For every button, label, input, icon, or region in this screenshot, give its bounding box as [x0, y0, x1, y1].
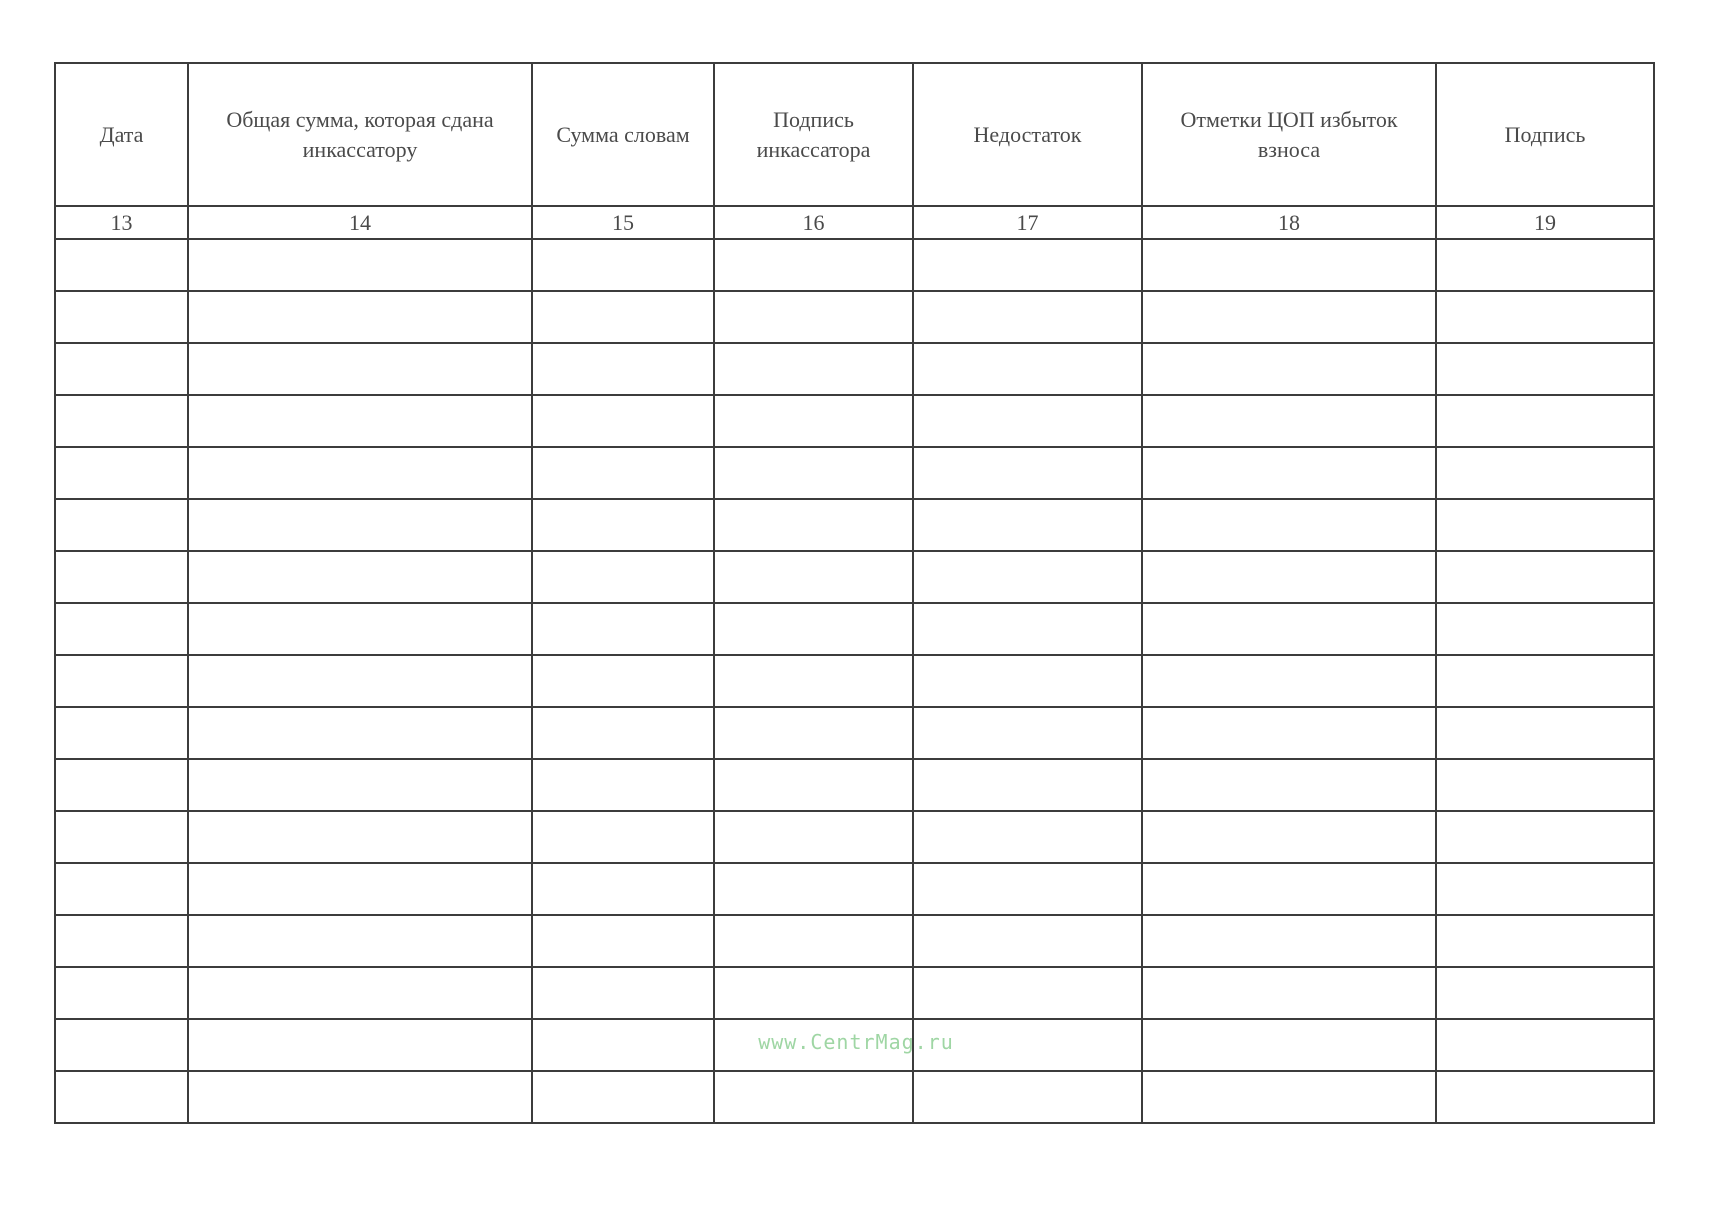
blank-cell[interactable] — [55, 655, 188, 707]
blank-cell[interactable] — [532, 603, 714, 655]
blank-cell[interactable] — [532, 291, 714, 343]
blank-cell[interactable] — [55, 291, 188, 343]
blank-cell[interactable] — [1436, 603, 1654, 655]
blank-cell[interactable] — [188, 551, 532, 603]
blank-cell[interactable] — [714, 395, 913, 447]
table-row — [55, 811, 1654, 863]
blank-cell[interactable] — [913, 863, 1142, 915]
blank-cell[interactable] — [913, 811, 1142, 863]
blank-cell[interactable] — [532, 239, 714, 291]
blank-cell[interactable] — [1436, 1071, 1654, 1123]
blank-cell[interactable] — [1436, 291, 1654, 343]
blank-cell[interactable] — [714, 811, 913, 863]
blank-cell[interactable] — [1436, 915, 1654, 967]
blank-cell[interactable] — [188, 1071, 532, 1123]
column-number-row — [55, 206, 1654, 239]
blank-cell[interactable] — [1436, 707, 1654, 759]
blank-cell[interactable] — [913, 655, 1142, 707]
table-row — [55, 499, 1654, 551]
table-row — [55, 759, 1654, 811]
table-row — [55, 603, 1654, 655]
blank-cell[interactable] — [532, 707, 714, 759]
blank-cell[interactable] — [55, 551, 188, 603]
blank-cell[interactable] — [188, 239, 532, 291]
blank-cell[interactable] — [188, 291, 532, 343]
table-row — [55, 239, 1654, 291]
blank-cell[interactable] — [532, 915, 714, 967]
table-row — [55, 915, 1654, 967]
blank-cell[interactable] — [1436, 551, 1654, 603]
header-date: Дата — [55, 63, 188, 206]
blank-cell[interactable] — [1436, 447, 1654, 499]
blank-cell[interactable] — [913, 551, 1142, 603]
blank-cell[interactable] — [1436, 655, 1654, 707]
blank-cell[interactable] — [913, 447, 1142, 499]
header-row — [55, 63, 1654, 206]
blank-cell[interactable] — [55, 759, 188, 811]
table-row — [55, 707, 1654, 759]
header-cop-marks: Отметки ЦОП избыток взноса — [1142, 63, 1436, 206]
table-row — [55, 395, 1654, 447]
header-total-amount: Общая сумма, которая сдана инкассатору — [188, 63, 532, 206]
header-collector-signature: Подпись инкассатора — [714, 63, 913, 206]
blank-cell[interactable] — [55, 707, 188, 759]
blank-cell[interactable] — [913, 759, 1142, 811]
blank-cell[interactable] — [188, 499, 532, 551]
blank-cell[interactable] — [1436, 967, 1654, 1019]
blank-cell[interactable] — [188, 759, 532, 811]
column-number: 18 — [1142, 206, 1436, 239]
blank-cell[interactable] — [532, 967, 714, 1019]
table-row — [55, 1071, 1654, 1123]
blank-cell[interactable] — [55, 395, 188, 447]
blank-cell[interactable] — [1142, 499, 1436, 551]
register-table — [54, 62, 1655, 1124]
blank-cell[interactable] — [714, 343, 913, 395]
blank-cell[interactable] — [188, 447, 532, 499]
blank-cell[interactable] — [913, 395, 1142, 447]
blank-cell[interactable] — [913, 499, 1142, 551]
blank-cell[interactable] — [188, 395, 532, 447]
table-row — [55, 967, 1654, 1019]
blank-cell[interactable] — [1142, 915, 1436, 967]
column-number: 19 — [1436, 206, 1654, 239]
header-shortage: Недостаток — [913, 63, 1142, 206]
blank-cell[interactable] — [1436, 395, 1654, 447]
blank-cell[interactable] — [1142, 1071, 1436, 1123]
column-number: 16 — [714, 206, 913, 239]
blank-cell[interactable] — [1436, 499, 1654, 551]
blank-cell[interactable] — [55, 967, 188, 1019]
blank-cell[interactable] — [714, 967, 913, 1019]
header-signature: Подпись — [1436, 63, 1654, 206]
blank-cell[interactable] — [532, 863, 714, 915]
blank-cell[interactable] — [532, 655, 714, 707]
blank-cell[interactable] — [532, 343, 714, 395]
blank-cell[interactable] — [188, 707, 532, 759]
column-number: 13 — [55, 206, 188, 239]
column-number: 14 — [188, 206, 532, 239]
blank-cell[interactable] — [55, 499, 188, 551]
blank-cell[interactable] — [913, 603, 1142, 655]
blank-cell[interactable] — [1436, 239, 1654, 291]
blank-cell[interactable] — [55, 447, 188, 499]
table-row — [55, 343, 1654, 395]
blank-cell[interactable] — [55, 343, 188, 395]
blank-cell[interactable] — [1436, 863, 1654, 915]
blank-cell[interactable] — [1142, 291, 1436, 343]
blank-cell[interactable] — [1142, 551, 1436, 603]
blank-cell[interactable] — [1142, 447, 1436, 499]
blank-cell[interactable] — [188, 863, 532, 915]
blank-cell[interactable] — [1142, 655, 1436, 707]
blank-cell[interactable] — [714, 915, 913, 967]
blank-cell[interactable] — [913, 291, 1142, 343]
blank-cell[interactable] — [913, 967, 1142, 1019]
blank-cell[interactable] — [532, 811, 714, 863]
blank-cell[interactable] — [714, 707, 913, 759]
blank-cell[interactable] — [55, 811, 188, 863]
column-number: 17 — [913, 206, 1142, 239]
blank-cell[interactable] — [1436, 811, 1654, 863]
blank-cell[interactable] — [532, 447, 714, 499]
blank-cell[interactable] — [714, 291, 913, 343]
blank-cell[interactable] — [1142, 811, 1436, 863]
blank-cell[interactable] — [532, 1071, 714, 1123]
blank-cell[interactable] — [714, 239, 913, 291]
blank-cell[interactable] — [1142, 343, 1436, 395]
table-row — [55, 863, 1654, 915]
blank-cell[interactable] — [714, 1071, 913, 1123]
blank-cell[interactable] — [1142, 863, 1436, 915]
blank-cell[interactable] — [913, 1071, 1142, 1123]
blank-cell[interactable] — [714, 551, 913, 603]
blank-cell[interactable] — [714, 603, 913, 655]
blank-cell[interactable] — [714, 759, 913, 811]
column-number: 15 — [532, 206, 714, 239]
blank-cell[interactable] — [714, 655, 913, 707]
blank-cell[interactable] — [188, 343, 532, 395]
table-row — [55, 551, 1654, 603]
blank-cell[interactable] — [714, 499, 913, 551]
blank-cell[interactable] — [188, 967, 532, 1019]
table-row — [55, 655, 1654, 707]
blank-cell[interactable] — [532, 759, 714, 811]
watermark: www.CentrMag.ru — [758, 1030, 954, 1054]
blank-cell[interactable] — [714, 863, 913, 915]
blank-cell[interactable] — [913, 239, 1142, 291]
blank-cell[interactable] — [913, 707, 1142, 759]
blank-cell[interactable] — [188, 811, 532, 863]
blank-cell[interactable] — [188, 915, 532, 967]
blank-cell[interactable] — [1142, 759, 1436, 811]
blank-cell[interactable] — [913, 915, 1142, 967]
blank-cell[interactable] — [55, 603, 188, 655]
blank-cell[interactable] — [1436, 759, 1654, 811]
table-row — [55, 447, 1654, 499]
blank-cell[interactable] — [913, 343, 1142, 395]
blank-cell[interactable] — [188, 655, 532, 707]
blank-cell[interactable] — [1436, 343, 1654, 395]
blank-cell[interactable] — [1142, 239, 1436, 291]
blank-cell[interactable] — [55, 239, 188, 291]
table-row — [55, 291, 1654, 343]
blank-cell[interactable] — [714, 447, 913, 499]
blank-cell[interactable] — [1142, 603, 1436, 655]
header-amount-in-words: Сумма словам — [532, 63, 714, 206]
blank-cell[interactable] — [188, 603, 532, 655]
blank-cell[interactable] — [55, 863, 188, 915]
blank-cell[interactable] — [532, 395, 714, 447]
blank-cell[interactable] — [1142, 395, 1436, 447]
blank-cell[interactable] — [1142, 707, 1436, 759]
blank-cell[interactable] — [55, 1071, 188, 1123]
blank-cell[interactable] — [55, 915, 188, 967]
blank-cell[interactable] — [1142, 967, 1436, 1019]
blank-cell[interactable] — [532, 499, 714, 551]
blank-cell[interactable] — [532, 551, 714, 603]
